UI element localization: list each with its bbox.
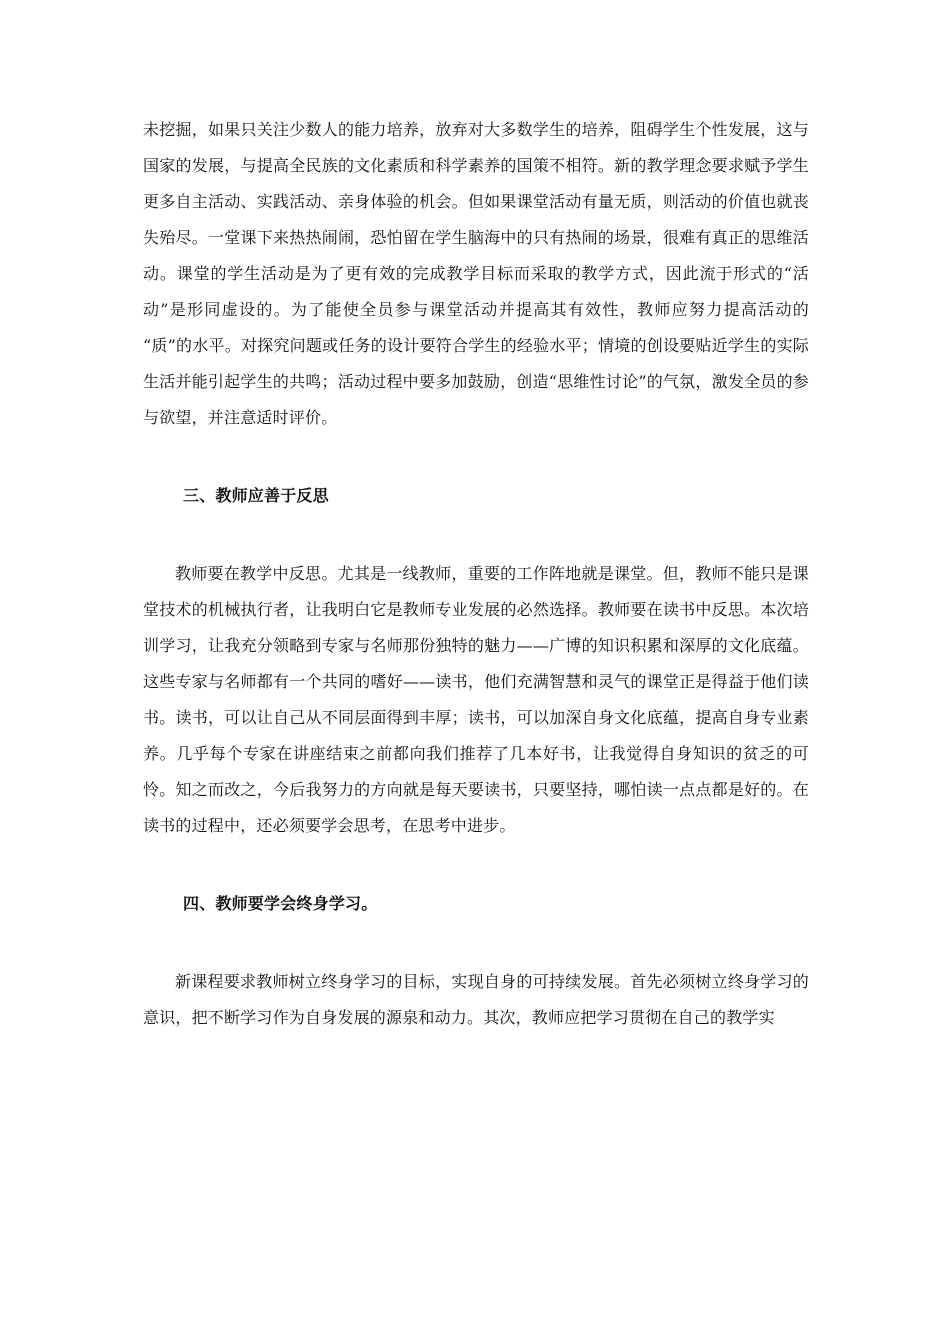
paragraph-spacer: [143, 514, 809, 556]
paragraph-spacer: [143, 436, 809, 478]
section-heading-reflection: 三、教师应善于反思: [183, 486, 329, 505]
paragraph-spacer: [143, 844, 809, 886]
section-heading-lifelong-learning: 四、教师要学会终身学习。: [183, 894, 378, 913]
paragraph-activity-quality: 未挖掘，如果只关注少数人的能力培养，放弃对大多数学生的培养，阻碍学生个性发展，这与国家的发展，与提高全民族的文化素质和科学素养的国策不相符。新的教学理念要求赋予学生更多自主活动、实践活动、亲身体验的机会。但如果课堂活动有量无质，则活动的价值也就丧失殆尽。一堂课下来热热闹闹，恐怕留在学生脑海中的只有热闹的场景，很难有真正的思维活动。课堂的学生活动是为了更有效的完成教学目标而采取的教学方式，因此流于形式的“活动”是形同虚设的。为了能使全员参与课堂活动并提高其有效性，教师应努力提高活动的 “质”的水平。对探究问题或任务的设计要符合学生的经验水平；情境的创设要贴近学生的实际生活并能引起学生的共鸣；活动过程中要多加鼓励，创造“思维性讨论”的气氛，激发全员的参与欲望，并注意适时评价。: [143, 120, 809, 427]
paragraph-spacer: [143, 922, 809, 964]
paragraph-lifelong-learning: 新课程要求教师树立终身学习的目标，实现自身的可持续发展。首先必须树立终身学习的意识，把不断学习作为自身发展的源泉和动力。其次，教师应把学习贯彻在自己的教学实: [143, 972, 809, 1027]
document-page: [143, 112, 809, 1036]
paragraph-reflection: 教师要在教学中反思。尤其是一线教师，重要的工作阵地就是课堂。但，教师不能只是课堂技术的机械执行者，让我明白它是教师专业发展的必然选择。教师要在读书中反思。本次培训学习，让我充分领略到专家与名师那份独特的魅力——广博的知识积累和深厚的文化底蕴。这些专家与名师都有一个共同的嗜好——读书，他们充满智慧和灵气的课堂正是得益于他们读书。读书，可以让自己从不同层面得到丰厚；读书，可以加深自身文化底蕴，提高自身专业素养。几乎每个专家在讲座结束之前都向我们推荐了几本好书，让我觉得自身知识的贫乏的可怜。知之而改之，今后我努力的方向就是每天要读书，只要坚持，哪怕读一点点都是好的。在读书的过程中，还必须要学会思考，在思考中进步。: [143, 564, 809, 835]
